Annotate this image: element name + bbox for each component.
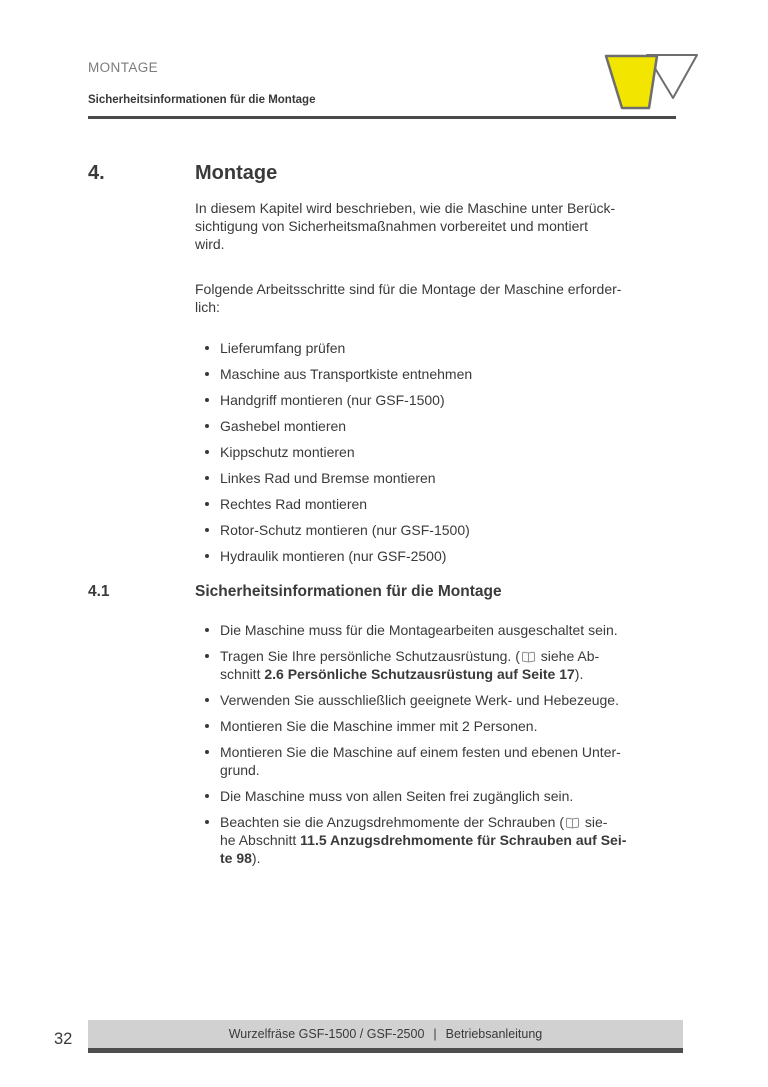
list-item: Linkes Rad und Bremse montieren <box>195 469 698 487</box>
list-item: Montieren Sie die Maschine auf einem festen und ebenen Unter- grund. <box>195 743 698 779</box>
list-item: Gashebel montieren <box>195 417 698 435</box>
company-logo <box>592 52 702 114</box>
steps-intro-paragraph: Folgende Arbeitsschritte sind für die Montage der Maschine erforder- lich: <box>195 281 622 315</box>
intro-paragraph: In diesem Kapitel wird beschrieben, wie die Maschine unter Berück- sichtigung von Sicherheitsmaßnahmen vorbereitet und montiert wird. <box>195 200 616 252</box>
assembly-steps-list <box>195 339 698 565</box>
footer-divider: | <box>433 1027 437 1041</box>
list-item: Lieferumfang prüfen <box>195 339 698 357</box>
header-section-label: Sicherheitsinformationen für die Montage <box>88 94 316 106</box>
safety-info-list <box>195 621 698 867</box>
list-item: Handgriff montieren (nur GSF-1500) <box>195 391 698 409</box>
section-title-4-1: Sicherheitsinformationen für die Montage <box>195 583 502 600</box>
list-item: Die Maschine muss für die Montagearbeiten ausgeschaltet sein. <box>195 621 698 639</box>
list-item: Maschine aus Transportkiste entnehmen <box>195 365 698 383</box>
list-item: Rotor-Schutz montieren (nur GSF-1500) <box>195 521 698 539</box>
list-item: Die Maschine muss von allen Seiten frei zugänglich sein. <box>195 787 698 805</box>
header-chapter-label: MONTAGE <box>88 60 159 75</box>
footer-doc-title: Wurzelfräse GSF-1500 / GSF-2500 <box>228 1027 425 1041</box>
list-item: Kippschutz montieren <box>195 443 698 461</box>
list-item: Hydraulik montieren (nur GSF-2500) <box>195 547 698 565</box>
list-item: Beachten sie die Anzugsdrehmomente der Schrauben ( sie- he Abschnitt 11.5 Anzugsdrehmomente für Schrauben auf Sei- te 98). <box>195 813 698 867</box>
section-number-4-1: 4.1 <box>88 583 110 600</box>
section-number-4: 4. <box>88 162 105 184</box>
list-item: Montieren Sie die Maschine immer mit 2 Personen. <box>195 717 698 735</box>
list-item: Verwenden Sie ausschließlich geeignete Werk- und Hebezeuge. <box>195 691 698 709</box>
section-heading-4 <box>88 160 698 186</box>
footer-bar <box>88 1020 683 1053</box>
page-number: 32 <box>54 1030 73 1048</box>
header-rule <box>88 116 676 119</box>
book-icon <box>565 817 580 828</box>
logo-graphic <box>592 52 702 114</box>
footer-doc-type: Betriebsanleitung <box>445 1027 543 1041</box>
list-item: Rechtes Rad montieren <box>195 495 698 513</box>
book-icon <box>521 651 536 662</box>
page-content <box>88 160 698 875</box>
section-heading-4-1 <box>88 582 698 602</box>
logo-parallelogram-icon <box>606 56 657 108</box>
section-title-4: Montage <box>195 162 278 184</box>
list-item: Tragen Sie Ihre persönliche Schutzausrüstung. ( siehe Ab- schnitt 2.6 Persönliche Schutzausrüstung auf Seite 17). <box>195 647 698 683</box>
